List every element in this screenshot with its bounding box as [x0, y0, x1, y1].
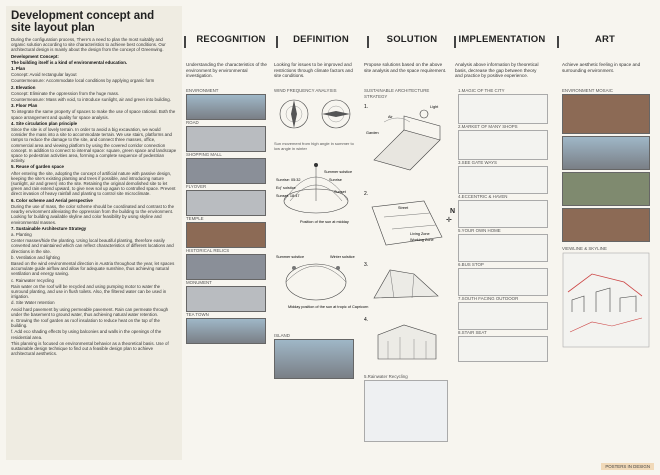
strategy-sketch-2 — [364, 187, 450, 253]
strategy-label: Living Zone — [410, 232, 430, 236]
strategy-label: Street — [398, 206, 409, 210]
recognition-label: FLYOVER — [186, 184, 207, 189]
concept-item: During the use of mass, the color scheme should be coordinated and contrast to the nearby environment alleviating the oppression from the building to the environment. Looking for building available skyline and color feasibility by using skyline and environmental masses. — [11, 203, 175, 225]
flyover-photo — [186, 190, 266, 216]
art-desc: Achieve aesthetic feeling in space and surrounding environment. — [562, 62, 641, 73]
implementation-label: 8.STAIR SEAT — [458, 330, 487, 335]
recognition-label: ROAD — [186, 120, 199, 125]
south-facing-outdoor-sketch — [458, 302, 548, 330]
island-photo — [274, 339, 354, 379]
solution-desc: Propose solutions based on the above site analysis and the space requirement. — [364, 62, 447, 73]
strategy-sketch-3 — [364, 258, 450, 308]
mosaic-photo — [562, 94, 650, 134]
sun-path-diagram — [274, 151, 358, 237]
recognition-label: TEMPLE — [186, 216, 204, 221]
concept-item: 7. Sustainable Architecture Strategy — [11, 225, 87, 231]
historical-relics-photo — [186, 254, 266, 280]
recognition-label: MONUMENT — [186, 280, 212, 285]
col-definition-heading: DEFINITION — [293, 34, 349, 45]
own-home-sketch — [458, 234, 548, 262]
sun-movement-note: Sun movement from high angle in summer to low angle in winter — [274, 141, 354, 151]
concept-item: To integrate the same property of spaces to make the use of space rational. Both the space arrangement and quality for space analysis. — [11, 109, 176, 120]
wind-rose-diagrams — [274, 94, 358, 136]
sun-label: Summer solstice — [324, 170, 353, 174]
north-arrow-icon: N — [450, 208, 456, 215]
step-number: 2. — [364, 191, 369, 197]
sun-label: Position of the sun at midday — [300, 220, 349, 224]
implementation-label: 4.ECCENTRIC & HAVEN — [458, 194, 508, 199]
recognition-label: TEA TOWN — [186, 312, 209, 317]
temple-photo — [186, 222, 266, 248]
strategy-label: Garden — [366, 131, 379, 135]
rainwater-title: 5.Rainwater Recycling — [364, 374, 408, 379]
concept-item: b. Ventilation and lighting — [11, 254, 60, 260]
concept-item: Since the site is of lovely terrain. In order to avoid a big excavation, we would consider the mass into a site to accommodate terrain. We use stairs, platforms and ramps to reduce the damage to the site, and connect three masses, office, commercial area and viewing platform by using the covered corridor connection concept. In addition to connect to internal space: square, green space and landscape space to pedestrian activities area, forming a complete sequence of pedestrian activity. — [11, 127, 177, 164]
art-label: ENVIRONMENT MOSAIC — [562, 88, 613, 93]
divider — [367, 36, 369, 48]
rainwater-diagram — [364, 380, 448, 442]
sustainable-strategy-title: SUSTAINABLE ARCHITECTURE STRATEGY — [364, 88, 430, 99]
skyline-sketch — [562, 252, 650, 348]
compass-icon: ✛ — [446, 217, 452, 224]
sun-label: Winter solstice — [330, 255, 355, 259]
mosaic-photo — [562, 208, 650, 242]
sun-label: Midday position of the sun at tropic of Capricorn — [288, 305, 369, 309]
concept-list — [11, 66, 177, 356]
art-label: VIEWLINE & SKYLINE — [562, 246, 607, 251]
solution-column — [364, 88, 450, 442]
recognition-label: SHOPPING MALL — [186, 152, 222, 157]
concept-item: Based on the wind environmental direction in Austria throughout the year, let spaces accumulate guide airflow and allow for adequate sunshine, thus achieving natural ventilation and energy saving. — [11, 260, 175, 277]
sun-label: Summer solstice — [276, 255, 305, 259]
step-number: 3. — [364, 262, 369, 268]
sun-angle-diagram — [274, 242, 369, 312]
divider — [184, 36, 186, 48]
implementation-label: 3.SEE GATE WAYS — [458, 160, 497, 165]
sun-label: Eq" solstice — [276, 186, 296, 190]
eccentric-haven-sketch — [458, 200, 548, 228]
monument-photo — [186, 286, 266, 312]
market-sketch — [458, 130, 548, 160]
sun-label: Sunset — [334, 190, 346, 194]
implementation-label: 6.BUS STOP — [458, 262, 484, 267]
concept-item: Countermeasure: Accommodate local conditions by applying organic form — [11, 78, 155, 84]
step-number: 1. — [364, 104, 369, 110]
poster-badge: POSTERS IN DESIGN — [601, 463, 654, 470]
concept-item: 5. Reuse of garden space — [11, 164, 64, 170]
recognition-column — [186, 88, 268, 344]
mosaic-photo — [562, 172, 650, 206]
step-number: 4. — [364, 317, 369, 323]
col-art-heading: ART — [594, 34, 616, 45]
concept-item: 6. Color scheme and Aerial perspective — [11, 197, 93, 203]
concept-item: Avoid hard pavement by using permeable pavement. Rain can permeate through under the basement to ground water, thus achieving natural water retention. — [11, 306, 169, 317]
implementation-desc: Analysis above information by theoretical basis, decrease the gap between theory and practice by positive experience. — [455, 62, 539, 79]
concept-item: Concept: Eliminate the oppression from the huge mass. — [11, 90, 120, 96]
intro-text: During the configuration process, There's a need to plan the most suitably and organic solution according to site characteristics to achieve best conditions. Our architectural design is mainly about the design from the concept of Greenwing. — [11, 37, 166, 53]
concept-subheading: The building itself is a kind of environmental education. — [11, 59, 128, 65]
strategy-sketch-1 — [364, 100, 450, 182]
strategy-label: Air — [388, 115, 393, 119]
concept-item: e. Growing the roof garden as roof insulation to reduce heat on the top of the building. — [11, 317, 160, 329]
definition-column — [274, 88, 369, 379]
implementation-column — [458, 88, 554, 362]
concept-heading: Development Concept: — [11, 53, 59, 59]
concept-item: Rain water on the roof will be recycled and using pumping motor to water the surround planting, and use in flush toilets. Also, the filtered water can be used in irrigation. — [11, 283, 167, 300]
definition-desc: Looking for issues to be improved and restrictions through climate factors and site conditions. — [274, 62, 353, 79]
concept-item: Concept: Avoid rectangular layout — [11, 72, 77, 78]
concept-item: 3. Floor Plan — [11, 103, 38, 109]
process-header — [184, 34, 654, 50]
sun-label: Sunrise — [329, 178, 342, 182]
divider — [276, 36, 278, 48]
concept-panel — [6, 6, 182, 460]
concept-item: Countermeasure: Mass with void, to introduce sunlight, air and green into building. — [11, 97, 171, 103]
implementation-label: 5.YOUR OWN HOME — [458, 228, 501, 233]
bus-stop-sketch — [458, 268, 548, 296]
sun-label: Sunrise: 05:32 — [276, 178, 301, 182]
magic-of-the-city-sketch — [458, 94, 548, 124]
art-column — [562, 88, 652, 353]
strategy-label: Working Zone — [410, 238, 434, 242]
stair-seat-sketch — [458, 336, 548, 362]
implementation-label: 1.MAGIC OF THE CITY — [458, 88, 505, 93]
concept-item: 1. Plan — [11, 66, 26, 72]
concept-item: After entering the site, adopting the concept of artificial nature with passive design, keeping the site's existing planting and trees if possible, and introducing nature (sunlight, air and green) into the site. Retaining the original demolished site to let green and rain extend upward, to give new soil up again to controlled space. Prevent direct invasion of heavy rainfall and planting to control site microclimate. — [11, 170, 176, 197]
concept-item: a. Planting — [11, 231, 32, 237]
col-solution-heading: SOLUTION — [386, 34, 438, 45]
concept-item: Center masses/hide the planting. Using local beautiful planting, therefore easily converted and maintained which can reflect characteristics of different locations and directions in the site. — [11, 238, 174, 254]
recognition-desc: Understanding the characteristics of the environment by environmental investigation. — [186, 62, 267, 79]
concept-item: d. Site Water retention — [11, 300, 55, 306]
col-recognition-heading: RECOGNITION — [196, 34, 266, 45]
wind-analysis-title: WIND FREQUENCY ANALYSIS — [274, 88, 337, 93]
strategy-label: Light — [430, 105, 439, 109]
recognition-label: ENVIRONMENT — [186, 88, 219, 93]
island-label: ISLAND — [274, 333, 290, 338]
road-photo — [186, 126, 266, 152]
gate-ways-sketch — [458, 166, 548, 194]
tea-town-photo — [186, 318, 266, 344]
implementation-label: 2.MARKET OF MANY SHOPS — [458, 124, 518, 129]
implementation-label: 7.SOUTH FACING OUTDOOR — [458, 296, 519, 301]
concept-item: f. Add eco shading effects by using balconies and walls in the openings of the residential area. — [11, 329, 162, 340]
concept-item: 2. Elevation — [11, 84, 36, 90]
sun-label: Sunset: 18:47 — [276, 194, 300, 198]
strategy-sketch-4 — [364, 313, 450, 369]
divider — [557, 36, 559, 48]
concept-item: 4. Site circulation plan principle — [11, 120, 78, 126]
mosaic-photo — [562, 136, 650, 170]
concept-item: This planning is focused on environmental behavior as a theoretical basis. Use of sustainable design technique to find out a feasible design plan to achieve architectural aesthetics. — [11, 340, 169, 357]
shopping-mall-photo — [186, 158, 266, 184]
page-title: Development concept and site layout plan — [11, 10, 155, 34]
recognition-label: HISTORICAL RELICS — [186, 248, 230, 253]
environment-photo — [186, 94, 266, 120]
col-implementation-heading: IMPLEMENTATION — [458, 34, 546, 45]
concept-item: c. Rainwater recycling — [11, 277, 54, 283]
